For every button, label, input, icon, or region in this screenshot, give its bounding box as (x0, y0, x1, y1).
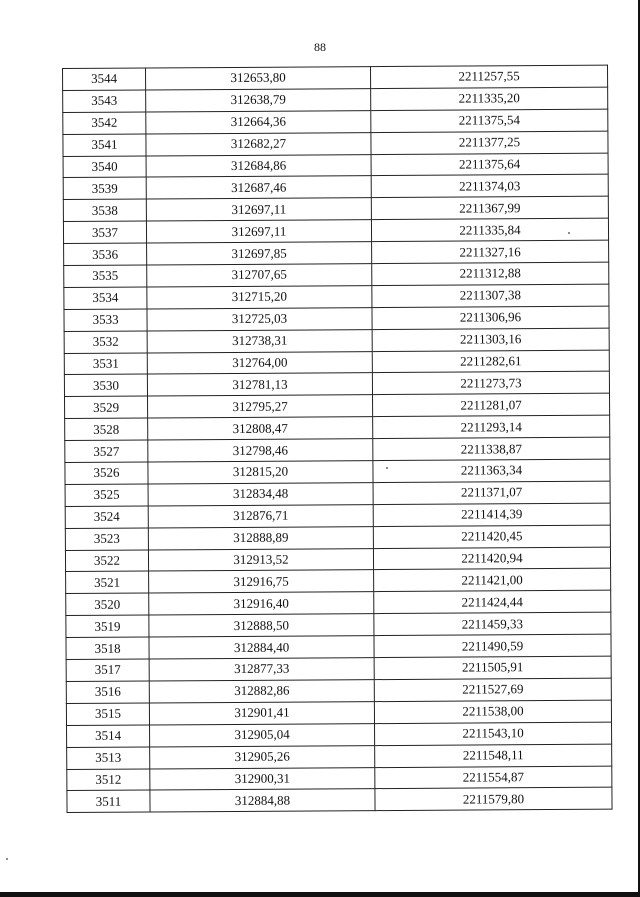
x-coordinate-cell: 312684,86 (146, 154, 371, 177)
point-number-cell: 3516 (66, 681, 149, 703)
y-coordinate-cell: 2211543,10 (375, 722, 612, 745)
x-coordinate-cell: 312815,20 (148, 461, 373, 484)
point-number-cell: 3536 (64, 243, 147, 265)
y-coordinate-cell: 2211505,91 (374, 656, 611, 679)
y-coordinate-cell: 2211307,38 (372, 284, 609, 307)
x-coordinate-cell: 312900,31 (150, 767, 375, 790)
point-number-cell: 3532 (64, 331, 147, 353)
scan-speck (6, 858, 8, 860)
x-coordinate-cell: 312916,75 (149, 570, 374, 593)
x-coordinate-cell: 312901,41 (149, 701, 374, 724)
x-coordinate-cell: 312795,27 (148, 395, 373, 418)
point-number-cell: 3511 (67, 790, 150, 812)
point-number-cell: 3520 (66, 593, 149, 615)
y-coordinate-cell: 2211306,96 (372, 306, 609, 329)
x-coordinate-cell: 312834,48 (148, 483, 373, 506)
y-coordinate-cell: 2211377,25 (371, 131, 608, 154)
point-number-cell: 3529 (65, 396, 148, 418)
point-number-cell: 3513 (67, 747, 150, 769)
point-number-cell: 3542 (63, 112, 146, 134)
y-coordinate-cell: 2211554,87 (375, 766, 612, 789)
x-coordinate-cell: 312913,52 (148, 548, 373, 571)
scan-edge-bottom (0, 892, 640, 897)
point-number-cell: 3514 (67, 725, 150, 747)
point-number-cell: 3515 (66, 703, 149, 725)
point-number-cell: 3533 (64, 309, 147, 331)
y-coordinate-cell: 2211527,69 (374, 678, 611, 701)
point-number-cell: 3541 (63, 134, 146, 156)
x-coordinate-cell: 312697,11 (146, 198, 371, 221)
point-number-cell: 3522 (65, 550, 148, 572)
x-coordinate-cell: 312905,26 (150, 745, 375, 768)
x-coordinate-cell: 312682,27 (146, 132, 371, 155)
y-coordinate-cell: 2211327,16 (372, 240, 609, 263)
table-row (67, 788, 612, 813)
x-coordinate-cell: 312687,46 (146, 176, 371, 199)
point-number-cell: 3527 (65, 440, 148, 462)
point-number-cell: 3525 (65, 484, 148, 506)
y-coordinate-cell: 2211257,55 (370, 65, 607, 88)
point-number-cell: 3534 (64, 287, 147, 309)
x-coordinate-cell: 312798,46 (148, 439, 373, 462)
y-coordinate-cell: 2211375,54 (371, 109, 608, 132)
point-number-cell: 3518 (66, 637, 149, 659)
point-number-cell: 3540 (63, 156, 146, 178)
point-number-cell: 3524 (65, 506, 148, 528)
x-coordinate-cell: 312808,47 (148, 417, 373, 440)
x-coordinate-cell: 312697,11 (146, 220, 371, 243)
y-coordinate-cell: 2211424,44 (374, 591, 611, 614)
point-number-cell: 3535 (64, 265, 147, 287)
y-coordinate-cell: 2211335,20 (371, 87, 608, 110)
y-coordinate-cell: 2211293,14 (373, 415, 610, 438)
point-number-cell: 3528 (65, 418, 148, 440)
table-body (63, 65, 613, 813)
x-coordinate-cell: 312725,03 (147, 307, 372, 330)
scan-speck (386, 467, 388, 469)
x-coordinate-cell: 312764,00 (147, 351, 372, 374)
scan-speck (568, 232, 570, 234)
point-number-cell: 3531 (64, 353, 147, 375)
page-number: 88 (314, 40, 326, 54)
y-coordinate-cell: 2211579,80 (375, 788, 612, 811)
point-number-cell: 3517 (66, 659, 149, 681)
x-coordinate-cell: 312664,36 (146, 110, 371, 133)
x-coordinate-cell: 312888,50 (149, 614, 374, 637)
x-coordinate-cell: 312876,71 (148, 504, 373, 527)
point-number-cell: 3543 (63, 90, 146, 112)
x-coordinate-cell: 312882,86 (149, 680, 374, 703)
point-number-cell: 3521 (66, 571, 149, 593)
x-coordinate-cell: 312916,40 (149, 592, 374, 615)
y-coordinate-cell: 2211548,11 (375, 744, 612, 767)
point-number-cell: 3539 (63, 177, 146, 199)
y-coordinate-cell: 2211273,73 (372, 372, 609, 395)
point-number-cell: 3530 (64, 374, 147, 396)
x-coordinate-cell: 312884,40 (149, 636, 374, 659)
y-coordinate-cell: 2211303,16 (372, 328, 609, 351)
y-coordinate-cell: 2211363,34 (373, 459, 610, 482)
point-number-cell: 3537 (63, 221, 146, 243)
y-coordinate-cell: 2211312,88 (372, 262, 609, 285)
x-coordinate-cell: 312888,89 (148, 526, 373, 549)
x-coordinate-cell: 312781,13 (147, 373, 372, 396)
point-number-cell: 3544 (63, 68, 146, 90)
y-coordinate-cell: 2211420,94 (373, 547, 610, 570)
y-coordinate-cell: 2211414,39 (373, 503, 610, 526)
x-coordinate-cell: 312905,04 (150, 723, 375, 746)
y-coordinate-cell: 2211459,33 (374, 612, 611, 635)
y-coordinate-cell: 2211281,07 (373, 394, 610, 417)
x-coordinate-cell: 312653,80 (146, 67, 371, 90)
point-number-cell: 3526 (65, 462, 148, 484)
x-coordinate-cell: 312638,79 (146, 89, 371, 112)
point-number-cell: 3519 (66, 615, 149, 637)
x-coordinate-cell: 312697,85 (147, 242, 372, 265)
y-coordinate-cell: 2211490,59 (374, 634, 611, 657)
y-coordinate-cell: 2211367,99 (371, 197, 608, 220)
x-coordinate-cell: 312707,65 (147, 264, 372, 287)
x-coordinate-cell: 312877,33 (149, 658, 374, 681)
y-coordinate-cell: 2211375,64 (371, 153, 608, 176)
point-number-cell: 3538 (63, 199, 146, 221)
y-coordinate-cell: 2211282,61 (372, 350, 609, 373)
x-coordinate-cell: 312738,31 (147, 329, 372, 352)
y-coordinate-cell: 2211335,84 (371, 218, 608, 241)
y-coordinate-cell: 2211374,03 (371, 175, 608, 198)
point-number-cell: 3512 (67, 768, 150, 790)
point-number-cell: 3523 (65, 528, 148, 550)
y-coordinate-cell: 2211538,00 (374, 700, 611, 723)
y-coordinate-cell: 2211420,45 (373, 525, 610, 548)
y-coordinate-cell: 2211421,00 (374, 569, 611, 592)
y-coordinate-cell: 2211371,07 (373, 481, 610, 504)
y-coordinate-cell: 2211338,87 (373, 437, 610, 460)
x-coordinate-cell: 312884,88 (150, 789, 375, 812)
coordinates-table (62, 65, 613, 814)
x-coordinate-cell: 312715,20 (147, 286, 372, 309)
